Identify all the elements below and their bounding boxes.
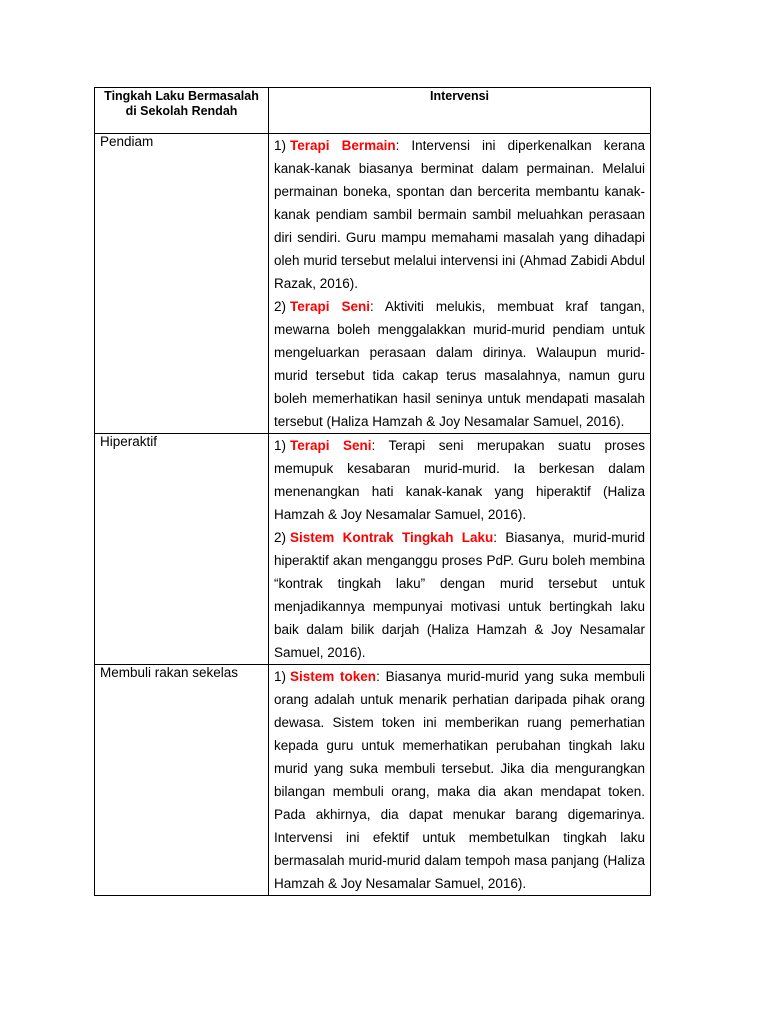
intervention-text: : Aktiviti melukis, membuat kraf tangan, mewarna boleh menggalakkan murid-murid pendiam untuk mengeluarkan perasaan dalam dirinya. Walaupun murid-murid tersebut tida cakap terus masalahnya, namun guru boleh memerhatikan hasil seninya untuk mendapati masalah tersebut (Haliza Hamzah & Joy Nesamalar Samuel, 2016). [274, 299, 645, 429]
document-page [94, 87, 650, 896]
table-row [95, 434, 651, 665]
header-behaviour: Tingkah Laku Bermasalah di Sekolah Rendah [95, 88, 269, 134]
intervention-text: : Intervensi ini diperkenalkan kerana kanak-kanak biasanya berminat dalam permainan. Melalui permainan boneka, spontan dan bercerita membantu kanak-kanak pendiam sambil bermain sambil meluahkan perasaan diri sendiri. Guru mampu memahami masalah yang dihadapi oleh murid tersebut melalui intervensi ini (Ahmad Zabidi Abdul Razak, 2016). [274, 138, 645, 291]
intervention-cell [269, 434, 651, 665]
intervention-term: Sistem token [290, 669, 377, 684]
intervention-paragraph [274, 134, 645, 295]
table-row [95, 665, 651, 896]
table-row [95, 134, 651, 434]
table-header-row [95, 88, 651, 134]
intervention-number: 2) [274, 299, 287, 314]
intervention-text: : Terapi seni merupakan suatu proses memupuk kesabaran murid-murid. Ia berkesan dalam menenangkan hati kanak-kanak yang hiperaktif (Haliza Hamzah & Joy Nesamalar Samuel, 2016). [274, 438, 645, 522]
intervention-cell [269, 134, 651, 434]
intervention-term: Terapi Bermain [290, 138, 396, 153]
intervention-table [94, 87, 651, 896]
intervention-paragraph [274, 295, 645, 433]
intervention-number: 2) [274, 530, 287, 545]
behaviour-cell: Membuli rakan sekelas [95, 665, 269, 896]
intervention-paragraph [274, 665, 645, 895]
intervention-term: Sistem Kontrak Tingkah Laku [290, 530, 494, 545]
intervention-cell [269, 665, 651, 896]
header-intervention: Intervensi [269, 88, 651, 134]
intervention-number: 1) [274, 438, 287, 453]
intervention-paragraph [274, 526, 645, 664]
intervention-paragraph [274, 434, 645, 526]
behaviour-cell: Pendiam [95, 134, 269, 434]
intervention-term: Terapi Seni [290, 438, 372, 453]
behaviour-cell: Hiperaktif [95, 434, 269, 665]
intervention-term: Terapi Seni [290, 299, 370, 314]
intervention-number: 1) [274, 669, 287, 684]
intervention-text: : Biasanya, murid-murid hiperaktif akan menganggu proses PdP. Guru boleh membina “kontrak tingkah laku” dengan murid tersebut untuk menjadikannya mempunyai motivasi untuk bertingkah laku baik dalam bilik darjah (Haliza Hamzah & Joy Nesamalar Samuel, 2016). [274, 530, 645, 660]
intervention-number: 1) [274, 138, 287, 153]
intervention-text: : Biasanya murid-murid yang suka membuli orang adalah untuk menarik perhatian daripada pihak orang dewasa. Sistem token ini memberikan ruang pemerhatian kepada guru untuk memerhatikan perubahan tingkah laku murid yang suka membuli tersebut. Jika dia mengurangkan bilangan membuli orang, maka dia akan mendapat token. Pada akhirnya, dia dapat menukar barang digemarinya. Intervensi ini efektif untuk membetulkan tingkah laku bermasalah murid-murid dalam tempoh masa panjang (Haliza Hamzah & Joy Nesamalar Samuel, 2016). [274, 669, 645, 891]
